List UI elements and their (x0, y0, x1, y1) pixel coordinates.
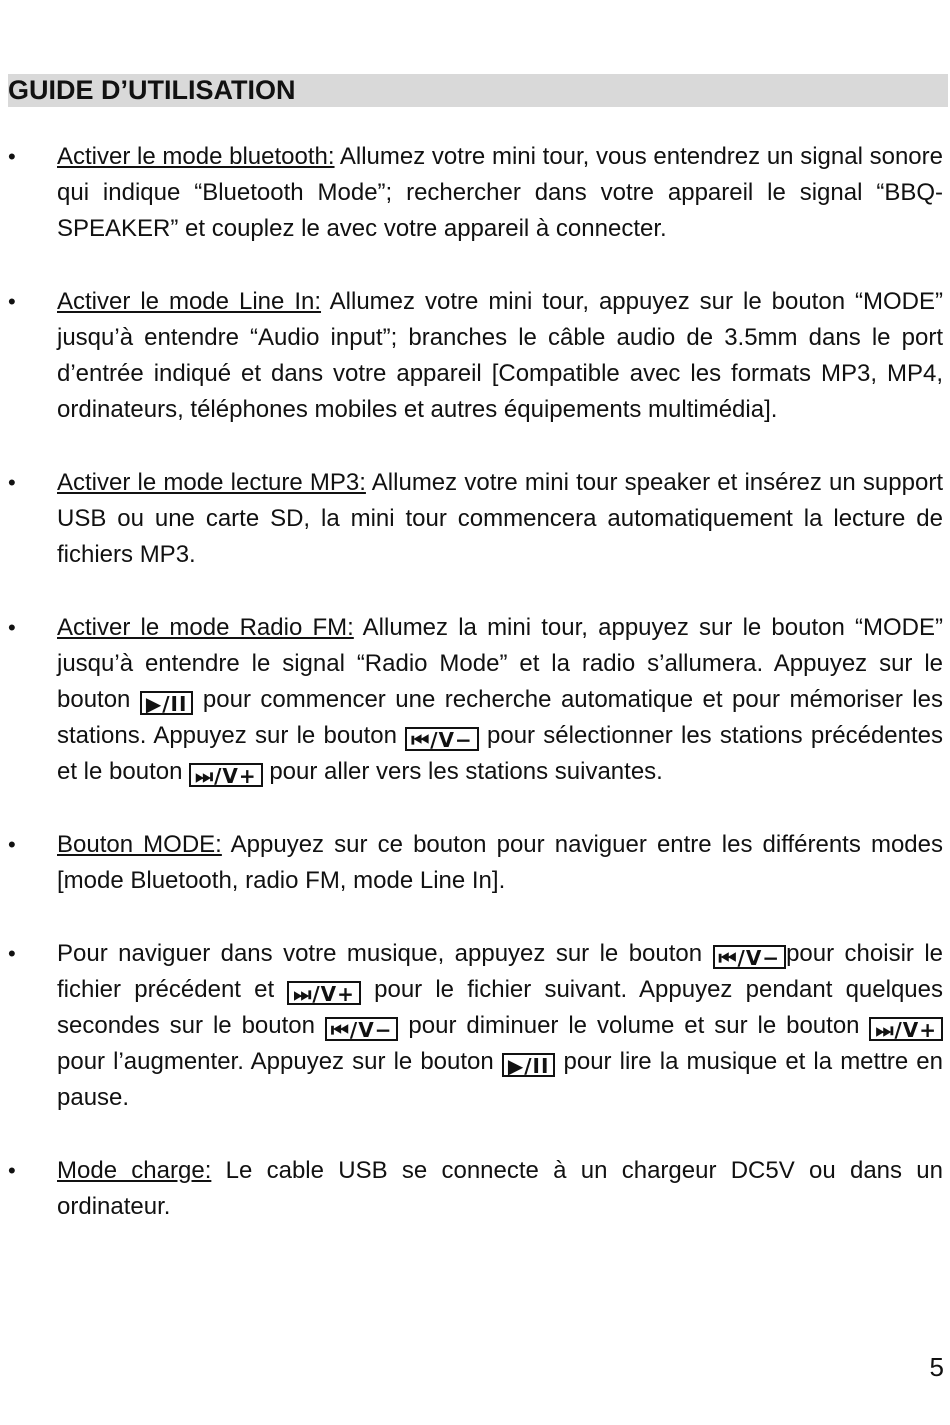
page-number: 5 (929, 1352, 944, 1382)
list-item-line-in (0, 284, 950, 428)
list-item-charge (0, 1153, 950, 1225)
item-body: Le cable USB se connecte à un chargeur DC5V ou dans un ordinateur. (57, 1157, 943, 1220)
item-title: Activer le mode Radio FM: (57, 614, 354, 641)
item-body: pour choisir le fichier précédent et (57, 940, 943, 1003)
instruction-list (0, 139, 950, 1262)
previous-volume-down-button-icon: ⏮/V− (325, 1017, 399, 1041)
list-item-mode-button (0, 827, 950, 899)
item-body: pour l’augmenter. Appuyez sur le bouton (57, 1048, 502, 1075)
bullet: • (8, 941, 16, 966)
bullet: • (8, 832, 16, 857)
next-volume-up-button-icon: ⏭/V+ (189, 763, 263, 787)
item-body: Pour naviguer dans votre musique, appuyez sur le bouton (57, 940, 713, 967)
list-item-radio-fm (0, 610, 950, 790)
item-body: pour le fichier suivant. Appuyez pendant quelques secondes sur le bouton (57, 976, 943, 1039)
list-item-navigation (0, 936, 950, 1116)
item-text (57, 610, 943, 790)
item-body: Allumez la mini tour, appuyez sur le bouton “MODE” jusqu’à entendre le signal “Radio Mode” et la radio s’allumera. Appuyez sur le bouton (57, 614, 943, 713)
item-title: Activer le mode lecture MP3: (57, 469, 366, 496)
item-body: Allumez votre mini tour speaker et insérez un support USB ou une carte SD, la mini tour commencera automatiquement la lecture de fichiers MP3. (57, 469, 943, 568)
play-pause-button-icon: ▶/II (140, 691, 194, 715)
item-body: pour sélectionner les stations précédentes et le bouton (57, 722, 943, 785)
item-text (57, 139, 943, 247)
bullet: • (8, 615, 16, 640)
next-volume-up-button-icon: ⏭/V+ (869, 1017, 943, 1041)
section-heading: GUIDE D’UTILISATION (8, 75, 296, 105)
item-body: Appuyez sur ce bouton pour naviguer entre les différents modes [mode Bluetooth, radio FM, mode Line In]. (57, 831, 943, 894)
item-body: Allumez votre mini tour, vous entendrez un signal sonore qui indique “Bluetooth Mode”; rechercher dans votre appareil le signal “BBQ-SPEAKER” et couplez le avec votre appareil à connecter. (57, 143, 943, 242)
previous-volume-down-button-icon: ⏮/V− (405, 727, 479, 751)
item-body: pour lire la musique et la mettre en pause. (57, 1048, 943, 1111)
list-item-bluetooth (0, 139, 950, 247)
list-item-mp3 (0, 465, 950, 573)
item-text (57, 936, 943, 1116)
next-volume-up-button-icon: ⏭/V+ (287, 981, 361, 1005)
item-title: Activer le mode Line In: (57, 288, 322, 315)
item-text (57, 1153, 943, 1225)
item-title: Mode charge: (57, 1157, 212, 1184)
previous-volume-down-button-icon: ⏮/V− (713, 945, 787, 969)
item-body: pour aller vers les stations suivantes. (262, 758, 663, 785)
section-heading-bar (8, 74, 948, 107)
item-text (57, 284, 943, 428)
bullet: • (8, 289, 16, 314)
bullet: • (8, 1158, 16, 1183)
play-pause-button-icon: ▶/II (502, 1053, 556, 1077)
bullet: • (8, 144, 16, 169)
item-title: Bouton MODE: (57, 831, 222, 858)
item-text (57, 465, 943, 573)
bullet: • (8, 470, 16, 495)
item-text (57, 827, 943, 899)
item-body: pour commencer une recherche automatique et pour mémoriser les stations. Appuyez sur le bouton (57, 686, 943, 749)
item-body: Allumez votre mini tour, appuyez sur le bouton “MODE” jusqu’à entendre “Audio input”; branches le câble audio de 3.5mm dans le port d’entrée indiqué et dans votre appareil [Compatible avec les formats MP3, MP4, ordinateurs, téléphones mobiles et autres équipements multimédia]. (57, 288, 943, 423)
item-title: Activer le mode bluetooth: (57, 143, 335, 170)
item-body: pour diminuer le volume et sur le bouton (398, 1012, 870, 1039)
